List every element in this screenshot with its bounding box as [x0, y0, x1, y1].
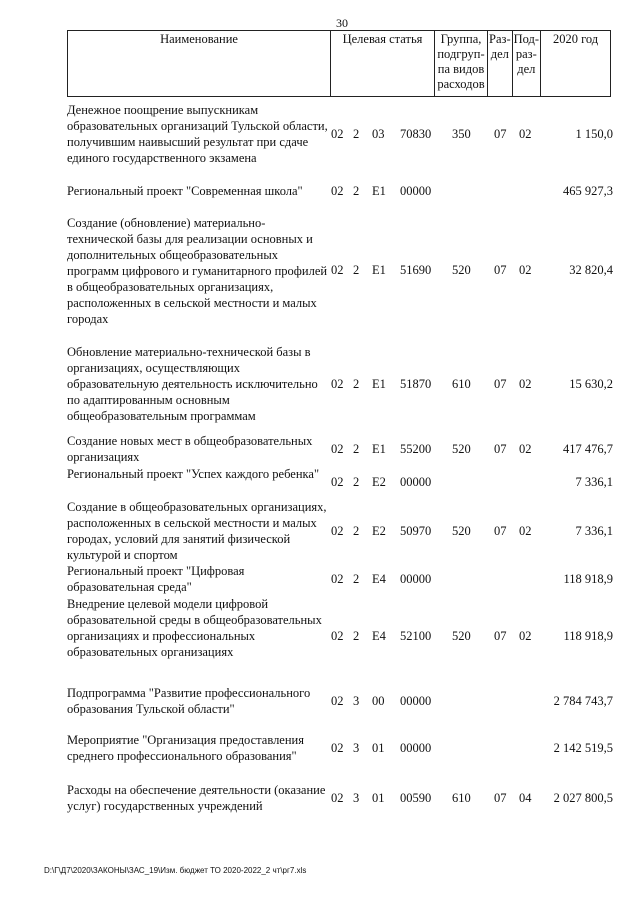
header-group: Группа, подгруп-па видов расходов [435, 31, 488, 97]
amount: 7 336,1 [575, 475, 613, 489]
code-event: E4 [372, 629, 386, 643]
amount: 118 918,9 [563, 572, 613, 586]
section-code: 07 [494, 442, 507, 456]
code-direction: 00000 [400, 694, 432, 708]
code-program: 02 [331, 442, 344, 456]
code-subprogram: 2 [353, 377, 360, 391]
group-code: 610 [452, 791, 471, 805]
code-program: 02 [331, 377, 344, 391]
code-program: 02 [331, 741, 344, 755]
row-name: Внедрение целевой модели цифровой образовательной среды в общеобразовательных организациях и профессиональных образовательных организациях [67, 597, 322, 659]
row-name: Создание в общеобразовательных организациях, расположенных в сельской местности и малых городах, условий для занятий физической культурой и спортом [67, 500, 327, 562]
section-code: 07 [494, 377, 507, 391]
subsection-code: 04 [519, 791, 532, 805]
header-year: 2020 год [541, 31, 611, 97]
code-event: 03 [372, 127, 385, 141]
code-program: 02 [331, 629, 344, 643]
amount: 15 630,2 [569, 377, 613, 391]
group-code: 610 [452, 377, 471, 391]
group-code: 520 [452, 629, 471, 643]
code-program: 02 [331, 791, 344, 805]
code-direction: 70830 [400, 127, 432, 141]
amount: 2 784 743,7 [553, 694, 613, 708]
subsection-code: 02 [519, 524, 532, 538]
code-direction: 52100 [400, 629, 432, 643]
code-event: E2 [372, 524, 386, 538]
row-name: Подпрограмма "Развитие профессионального образования Тульской области" [67, 686, 311, 716]
header-section: Раз-дел [488, 31, 513, 97]
code-subprogram: 2 [353, 442, 360, 456]
code-subprogram: 2 [353, 184, 360, 198]
code-direction: 00000 [400, 475, 432, 489]
code-direction: 00590 [400, 791, 432, 805]
code-subprogram: 2 [353, 263, 360, 277]
amount: 118 918,9 [563, 629, 613, 643]
row-name: Региональный проект "Успех каждого ребенка" [67, 467, 320, 481]
code-subprogram: 3 [353, 741, 360, 755]
code-event: E2 [372, 475, 386, 489]
section-code: 07 [494, 791, 507, 805]
amount: 2 027 800,5 [553, 791, 613, 805]
code-direction: 51690 [400, 263, 432, 277]
group-code: 520 [452, 524, 471, 538]
code-program: 02 [331, 572, 344, 586]
code-program: 02 [331, 524, 344, 538]
group-code: 520 [452, 263, 471, 277]
amount: 417 476,7 [563, 442, 613, 456]
code-program: 02 [331, 475, 344, 489]
row-name: Расходы на обеспечение деятельности (оказание услуг) государственных учреждений [67, 783, 326, 813]
row-name: Мероприятие "Организация предоставления среднего профессионального образования" [67, 733, 304, 763]
section-code: 07 [494, 524, 507, 538]
header-subsection: Под-раз-дел [512, 31, 540, 97]
subsection-code: 02 [519, 629, 532, 643]
header-target: Целевая статья [331, 31, 435, 97]
group-code: 350 [452, 127, 471, 141]
code-direction: 51870 [400, 377, 432, 391]
row-name: Обновление материально-технической базы в организациях, осуществляющих образовательную деятельность исключительно по адаптированным основным общеобразовательным программам [67, 345, 318, 423]
code-direction: 00000 [400, 741, 432, 755]
amount: 465 927,3 [563, 184, 613, 198]
code-direction: 00000 [400, 184, 432, 198]
page-number: 30 [336, 16, 348, 30]
row-name: Региональный проект "Цифровая образовательная среда" [67, 564, 245, 594]
code-program: 02 [331, 694, 344, 708]
code-event: 01 [372, 741, 385, 755]
section-code: 07 [494, 127, 507, 141]
section-code: 07 [494, 263, 507, 277]
code-subprogram: 3 [353, 791, 360, 805]
code-event: E1 [372, 377, 386, 391]
code-subprogram: 2 [353, 629, 360, 643]
amount: 2 142 519,5 [553, 741, 613, 755]
row-name: Создание новых мест в общеобразовательных организациях [67, 434, 313, 464]
code-program: 02 [331, 184, 344, 198]
amount: 7 336,1 [575, 524, 613, 538]
code-event: E1 [372, 184, 386, 198]
amount: 1 150,0 [575, 127, 613, 141]
group-code: 520 [452, 442, 471, 456]
code-subprogram: 2 [353, 127, 360, 141]
code-event: 01 [372, 791, 385, 805]
amount: 32 820,4 [569, 263, 613, 277]
file-path-footer: D:\Г\Д7\2020\ЗАКОНЫ\ЗАС_19\Изм. бюджет ТО 2020-2022_2 чт\рг7.xls [44, 866, 307, 875]
code-direction: 00000 [400, 572, 432, 586]
code-subprogram: 2 [353, 475, 360, 489]
row-name: Региональный проект "Современная школа" [67, 184, 303, 198]
row-name: Денежное поощрение выпускникам образовательных организаций Тульской области, получившим наивысший результат при сдаче единого государственного экзамена [67, 103, 328, 165]
code-event: 00 [372, 694, 385, 708]
subsection-code: 02 [519, 127, 532, 141]
code-event: E1 [372, 263, 386, 277]
subsection-code: 02 [519, 263, 532, 277]
code-subprogram: 2 [353, 572, 360, 586]
table-header [67, 30, 611, 97]
code-event: E1 [372, 442, 386, 456]
code-program: 02 [331, 263, 344, 277]
code-program: 02 [331, 127, 344, 141]
section-code: 07 [494, 629, 507, 643]
code-event: E4 [372, 572, 386, 586]
subsection-code: 02 [519, 442, 532, 456]
subsection-code: 02 [519, 377, 532, 391]
code-subprogram: 2 [353, 524, 360, 538]
code-subprogram: 3 [353, 694, 360, 708]
code-direction: 55200 [400, 442, 432, 456]
code-direction: 50970 [400, 524, 432, 538]
header-name: Наименование [68, 31, 331, 97]
row-name: Создание (обновление) материально-технической базы для реализации основных и дополнительных общеобразовательных программ цифрового и гуманитарного профилей в общеобразовательных организациях, расположенных в сельской местности и малых городах [67, 216, 328, 326]
